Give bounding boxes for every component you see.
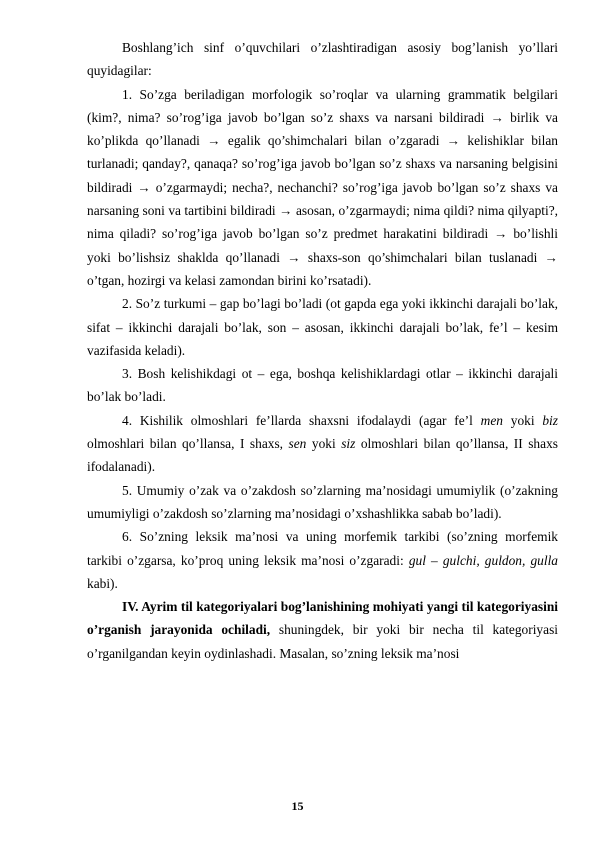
paragraph-3: 3. Bosh kelishikdagi ot – ega, boshqa kelishiklardagi otlar – ikkinchi darajali bo’lak bo’ladi. [87, 366, 558, 405]
italic-term: biz [542, 412, 558, 428]
page-number: 15 [291, 799, 304, 813]
text-run: 6. So’zning leksik ma’nosi va uning morfemik tarkibi (so’zning morfemik tarkibi o’zgarsa, ko’proq uning leksik ma’nosi o’zgaradi: [87, 529, 558, 568]
paragraph-2: 2. So’z turkumi – gap bo’lagi bo’ladi (ot gapda ega yoki ikkinchi darajali bo’lak, sifat – ikkinchi darajali bo’lak, son – asosan, ikkinchi darajali bo’lak, fe’l – kesim vazifasida keladi). [87, 296, 558, 358]
paragraph-6 [87, 525, 558, 595]
text-run: yoki [502, 412, 543, 428]
text-run: 4. Kishilik olmoshlari fe’llarda shaxsni ifodalaydi (agar fe’l [122, 412, 481, 428]
italic-term: sen [288, 436, 307, 452]
text-run: olmoshlari bilan qo’llansa, II shaxs ifodalanadi). [87, 436, 558, 475]
body-text [87, 36, 558, 665]
paragraph-1: 1. So’zga beriladigan morfologik so’roqlar va ularning grammatik belgilari (kim?, nima? so’rog’iga javob bo’lgan so’z shaxs va narsani bildiradi → birlik va ko’plikda qo’llanadi → egalik qo’shimchalari bilan o’zgaradi → kelishiklar bilan turlanadi; qanday?, qanaqa? so’rog’iga javob bo’lgan so’z shaxs va narsaning belgisini bildiradi → o’zgarmaydi; necha?, nechanchi? so’rog’iga javob bo’lgan so’z shaxs va narsaning soni va tartibini bildiradi → asosan, o’zgarmaydi; nima qildi? nima qilyapti?, nima qiladi? so’rog’iga javob bo’lgan so’z predmet harakatini bildiradi → bo’lishli yoki bo’lishsiz shaklda qo’llanadi → shaxs-son qo’shimchalari bilan tuslanadi → o’tgan, hozirgi va kelasi zamondan birini ko’rsatadi). [87, 86, 558, 288]
paragraph-5: 5. Umumiy o’zak va o’zakdosh so’zlarning ma’nosidagi umumiylik (o’zakning umumiyligi o’zakdosh so’zlarning ma’nosidagi o’xshashlikka sabab bo’ladi). [87, 482, 558, 521]
text-run: yoki [306, 436, 342, 452]
paragraph-intro: Boshlang’ich sinf o’quvchilari o’zlashtiradigan asosiy bog’lanish yo’llari quyidagilar: [87, 40, 558, 79]
paragraph-4 [87, 409, 558, 479]
paragraph-section-iv [87, 595, 558, 665]
italic-example: gul – gulchi, guldon, gulla [408, 552, 558, 568]
text-run: olmoshlari bilan qo’llansa, I shaxs, [87, 436, 289, 452]
italic-term: men [480, 412, 503, 428]
bold-heading-run: IV. Ayrim til kategoriyalari bog’lanishining mohiyati yangi til kategoriyasini o’rganish jarayonida ochiladi, [87, 599, 558, 638]
text-run: shuningdek, bir yoki bir necha til kategoriyasi o’rganilgandan keyin oydinlashadi. Masalan, so’zning leksik ma’nosi [87, 622, 559, 661]
italic-term: siz [341, 436, 356, 452]
text-run: kabi). [87, 575, 118, 591]
